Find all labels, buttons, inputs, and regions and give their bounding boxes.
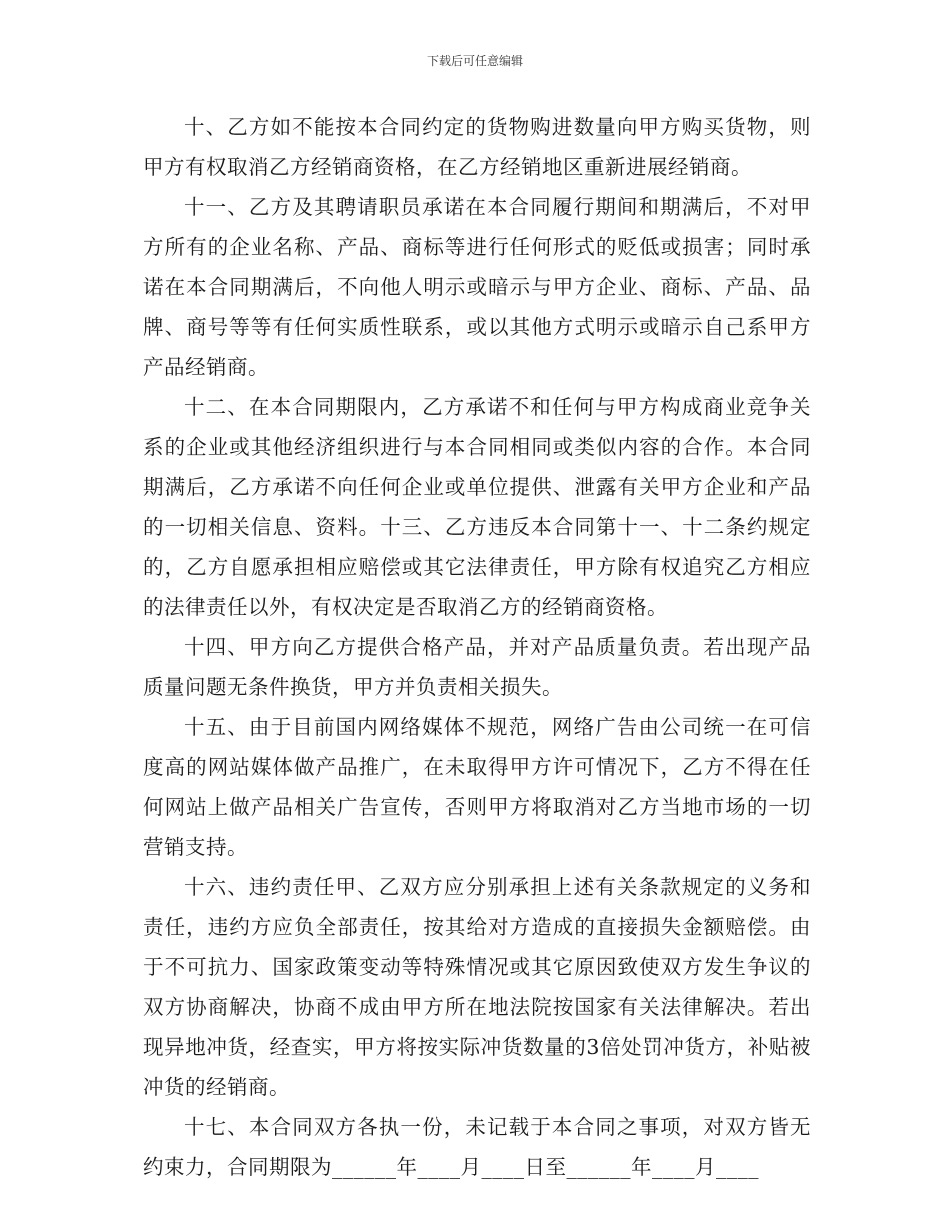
page-header: 下载后可任意编辑 xyxy=(426,54,523,68)
clause-14: 十四、甲方向乙方提供合格产品，并对产品质量负责。若出现产品质量问题无条件换货，甲方并负责相关损失。 xyxy=(143,635,811,699)
clause-11: 十一、乙方及其聘请职员承诺在本合同履行期间和期满后，不对甲方所有的企业名称、产品、商标等进行任何形式的贬低或损害；同时承诺在本合同期满后，不向他人明示或暗示与甲方企业、商标、产品、品牌、商号等等有任何实质性联系，或以其他方式明示或暗示自己系甲方产品经销商。 xyxy=(143,195,811,379)
clause-16: 十六、违约责任甲、乙双方应分别承担上述有关条款规定的义务和责任，违约方应负全部责任，按其给对方造成的直接损失金额赔偿。由于不可抗力、国家政策变动等特殊情况或其它原因致使双方发生争议的双方协商解决，协商不成由甲方所在地法院按国家有关法律解决。若出现异地冲货，经查实，甲方将按实际冲货数量的3倍处罚冲货方，补贴被冲货的经销商。 xyxy=(143,875,811,1099)
clause-12-13: 十二、在本合同期限内，乙方承诺不和任何与甲方构成商业竞争关系的企业或其他经济组织进行与本合同相同或类似内容的合作。本合同期满后，乙方承诺不向任何企业或单位提供、泄露有关甲方企业和产品的一切相关信息、资料。十三、乙方违反本合同第十一、十二条约规定的，乙方自愿承担相应赔偿或其它法律责任，甲方除有权追究乙方相应的法律责任以外，有权决定是否取消乙方的经销商资格。 xyxy=(143,395,811,619)
clause-10: 十、乙方如不能按本合同约定的货物购进数量向甲方购买货物，则甲方有权取消乙方经销商资格，在乙方经销地区重新进展经销商。 xyxy=(143,115,811,179)
clause-17: 十七、本合同双方各执一份，未记载于本合同之事项，对双方皆无约束力，合同期限为______年____月____日至______年____月____ xyxy=(143,1115,811,1179)
clause-15: 十五、由于目前国内网络媒体不规范，网络广告由公司统一在可信度高的网站媒体做产品推广，在未取得甲方许可情况下，乙方不得在任何网站上做产品相关广告宣传，否则甲方将取消对乙方当地市场的一切营销支持。 xyxy=(143,715,811,859)
document-body xyxy=(143,107,811,1187)
